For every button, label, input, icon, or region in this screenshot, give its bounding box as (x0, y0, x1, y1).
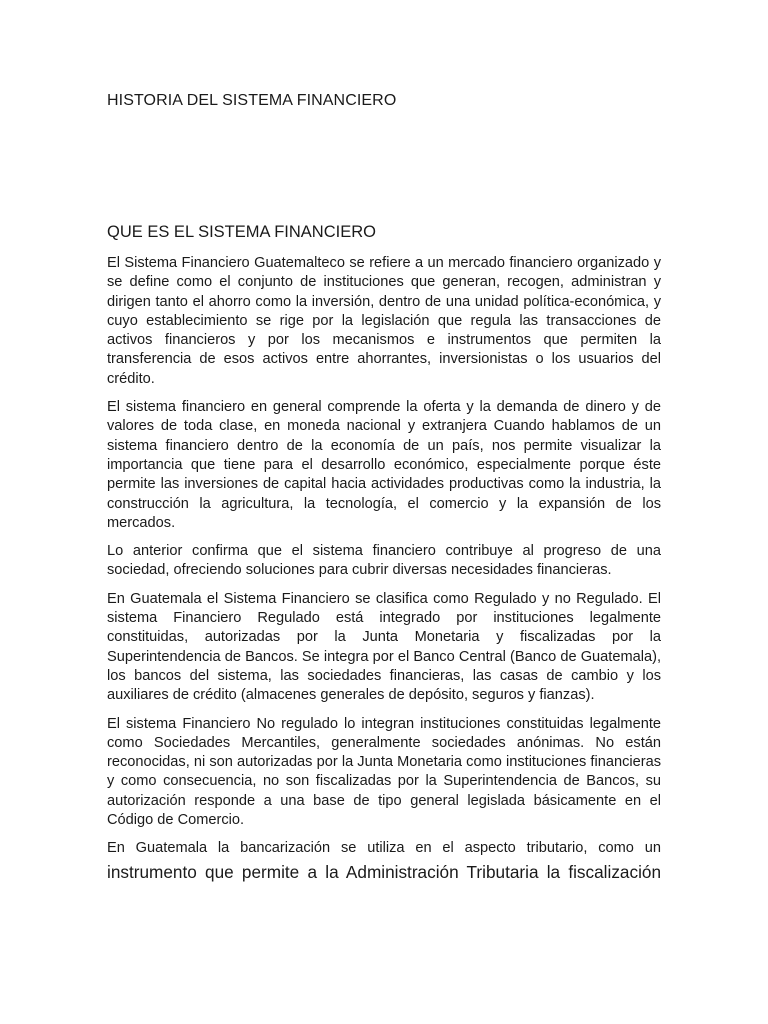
paragraph: El sistema Financiero No regulado lo integran instituciones constituidas legalmente como Sociedades Mercantiles, generalmente sociedades anónimas. No están reconocidas, ni son autorizadas por la Junta Monetaria como instituciones financieras y como consecuencia, no son fiscalizadas por la Superintendencia de Bancos, su autorización responde a una base de tipo general legislada básicamente en el Código de Comercio. (107, 715, 661, 829)
section-heading: QUE ES EL SISTEMA FINANCIERO (107, 223, 376, 241)
last-paragraph (107, 839, 661, 884)
document-title: HISTORIA DEL SISTEMA FINANCIERO (107, 92, 397, 109)
paragraph: En Guatemala el Sistema Financiero se clasifica como Regulado y no Regulado. El sistema Financiero Regulado está integrado por instituciones legalmente constituidas, autorizadas por la Junta Monetaria y fiscalizadas por la Superintendencia de Bancos. Se integra por el Banco Central (Banco de Guatemala), los bancos del sistema, las sociedades financieras, las casas de cambio y los auxiliares de crédito (almacenes generales de depósito, seguros y fianzas). (107, 590, 661, 704)
body-text (107, 254, 661, 894)
last-paragraph-line-1: En Guatemala la bancarización se utiliza en el aspecto tributario, como un (107, 840, 661, 857)
last-paragraph-line-2: instrumento que permite a la Administración Tributaria la fiscalización (107, 861, 661, 882)
paragraph: El sistema financiero en general comprende la oferta y la demanda de dinero y de valores de toda clase, en moneda nacional y extranjera Cuando hablamos de un sistema financiero dentro de la economía de un país, nos permite visualizar la importancia que tiene para el desarrollo económico, especialmente porque éste permite las inversiones de capital hacia actividades productivas como la industria, la construcción la agricultura, la tecnología, el comercio y la expansión de los mercados. (107, 399, 661, 531)
paragraph: Lo anterior confirma que el sistema financiero contribuye al progreso de una sociedad, ofreciendo soluciones para cubrir diversas necesidades financieras. (107, 543, 661, 579)
paragraph: El Sistema Financiero Guatemalteco se refiere a un mercado financiero organizado y se define como el conjunto de instituciones que generan, recogen, administran y dirigen tanto el ahorro como la inversión, dentro de una unidad política-económica, y cuyo establecimiento se rige por la legislación que regula las transacciones de activos financieros y por los mecanismos e instrumentos que permiten la transferencia de esos activos entre ahorrantes, inversionistas o los usuarios del crédito. (107, 255, 661, 387)
